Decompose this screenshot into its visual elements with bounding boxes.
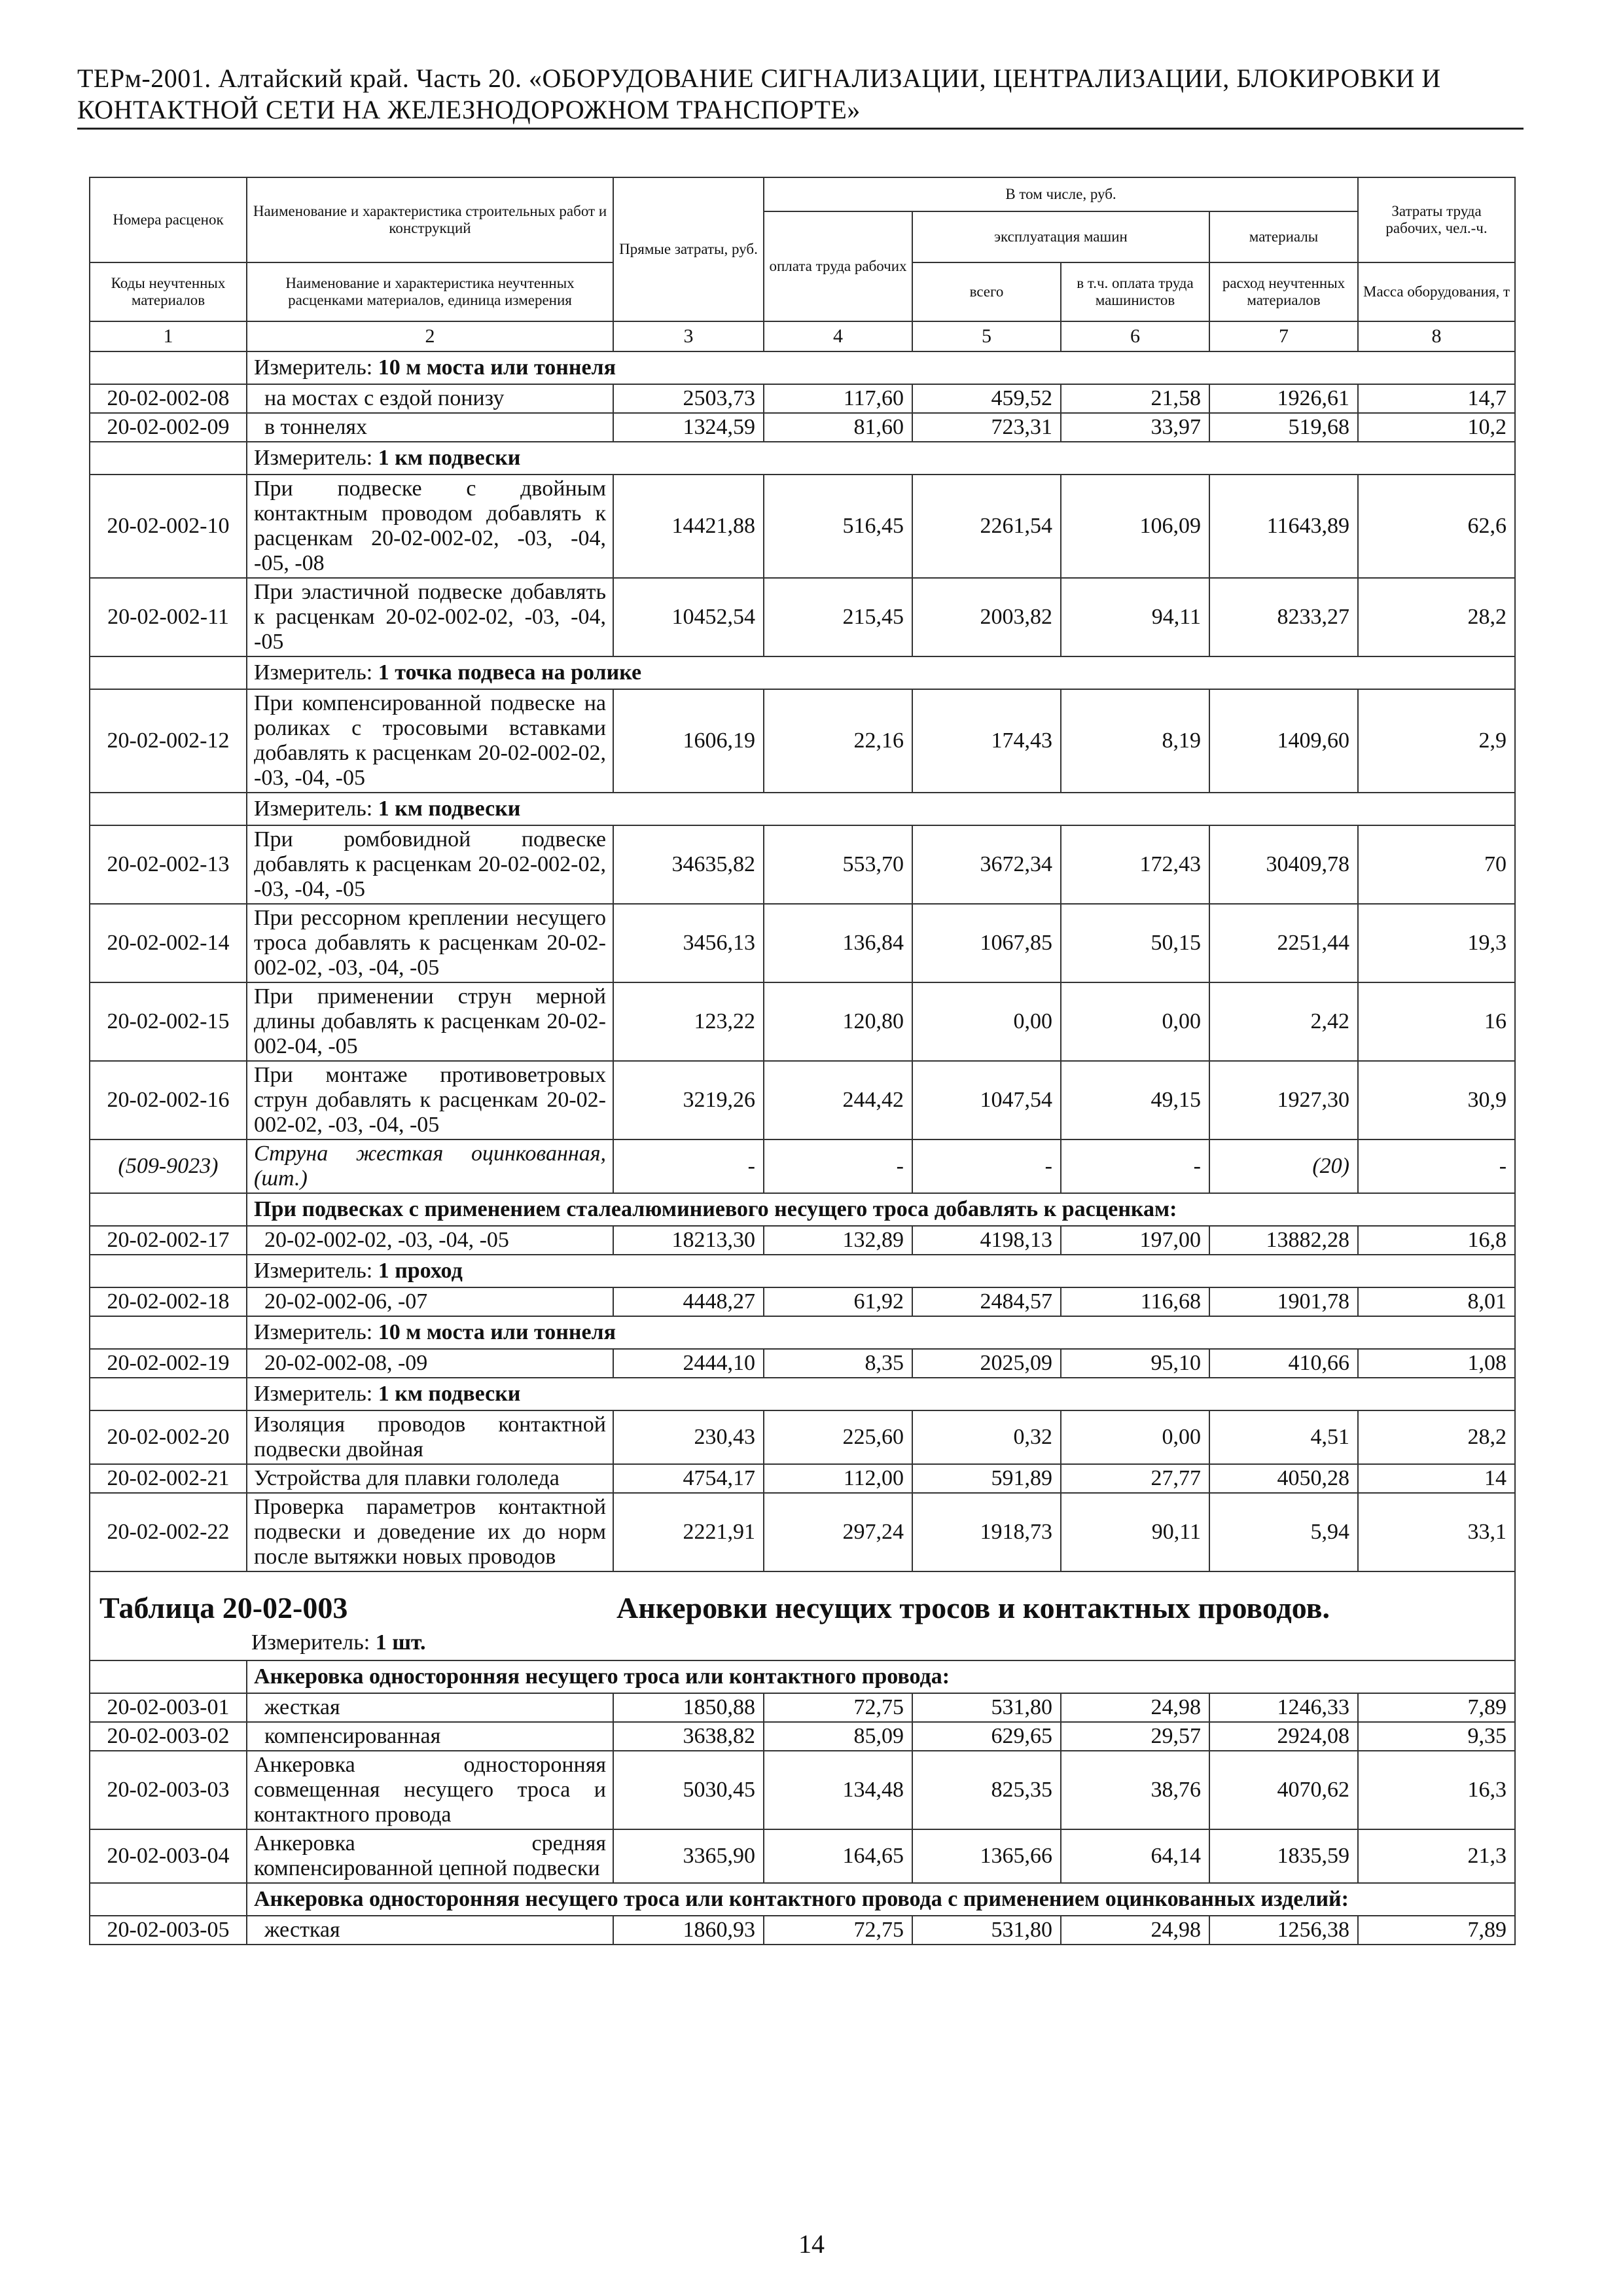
measure-cell: [247, 442, 1515, 475]
value-cell: 22,16: [764, 689, 912, 793]
measure-row: [90, 1255, 1515, 1287]
empty-code-cell: [90, 351, 247, 384]
empty-code-cell: [90, 656, 247, 689]
value-cell: 2503,73: [613, 384, 764, 413]
header-equipment-mass: Масса оборудования, т: [1358, 262, 1515, 321]
empty-code-cell: [90, 793, 247, 825]
value-cell: 8233,27: [1209, 578, 1358, 656]
value-cell: 62,6: [1358, 475, 1515, 578]
document-header: [77, 63, 1524, 126]
column-number: 3: [613, 321, 764, 351]
rate-name: При монтаже противоветровых струн добавлять к расценкам 20-02-002-02, -03, -04, -05: [247, 1061, 613, 1139]
table-row: [90, 1061, 1515, 1139]
rate-name: При эластичной подвеске добавлять к расценкам 20-02-002-02, -03, -04, -05: [247, 578, 613, 656]
table-row: [90, 1829, 1515, 1883]
value-cell: 4754,17: [613, 1464, 764, 1493]
value-cell: 10,2: [1358, 413, 1515, 442]
group-heading-row: [90, 1883, 1515, 1916]
value-cell: 2221,91: [613, 1493, 764, 1571]
table-row: [90, 1916, 1515, 1945]
material-row: [90, 1139, 1515, 1193]
value-cell: (20): [1209, 1139, 1358, 1193]
empty-code-cell: [90, 1660, 247, 1693]
rate-code: 20-02-002-15: [90, 982, 247, 1061]
header-code: Номера расценок: [90, 177, 247, 262]
table-name: Анкеровки несущих тросов и контактных проводов.: [616, 1591, 1330, 1624]
table-row: [90, 825, 1515, 904]
header-machines-total: всего: [912, 262, 1061, 321]
value-cell: 33,97: [1061, 413, 1209, 442]
table-row: [90, 1751, 1515, 1829]
value-cell: 5030,45: [613, 1751, 764, 1829]
column-number: 1: [90, 321, 247, 351]
table-row: [90, 1226, 1515, 1255]
price-table-body: [90, 177, 1515, 1945]
value-cell: -: [1061, 1139, 1209, 1193]
value-cell: 1918,73: [912, 1493, 1061, 1571]
value-cell: 7,89: [1358, 1693, 1515, 1722]
value-cell: 9,35: [1358, 1722, 1515, 1751]
table-row: [90, 578, 1515, 656]
measure-row: [90, 442, 1515, 475]
value-cell: 2025,09: [912, 1349, 1061, 1378]
value-cell: 3219,26: [613, 1061, 764, 1139]
value-cell: 29,57: [1061, 1722, 1209, 1751]
measure-label: Измеритель:: [254, 1259, 378, 1283]
value-cell: 825,35: [912, 1751, 1061, 1829]
value-cell: 30,9: [1358, 1061, 1515, 1139]
table-row: [90, 904, 1515, 982]
rate-code: 20-02-002-17: [90, 1226, 247, 1255]
header-line-2: КОНТАКТНОЙ СЕТИ НА ЖЕЛЕЗНОДОРОЖНОМ ТРАНСПОРТЕ»: [77, 95, 861, 124]
value-cell: 134,48: [764, 1751, 912, 1829]
header-name: Наименование и характеристика строительных работ и конструкций: [247, 177, 613, 262]
rate-name: Анкеровка средняя компенсированной цепной подвески: [247, 1829, 613, 1883]
measure-row: [90, 656, 1515, 689]
value-cell: 8,35: [764, 1349, 912, 1378]
measure-cell: [247, 351, 1515, 384]
value-cell: 90,11: [1061, 1493, 1209, 1571]
column-number: 7: [1209, 321, 1358, 351]
value-cell: 4448,27: [613, 1287, 764, 1316]
value-cell: 24,98: [1061, 1693, 1209, 1722]
value-cell: 1927,30: [1209, 1061, 1358, 1139]
value-cell: 1901,78: [1209, 1287, 1358, 1316]
header-line-1: ТЕРм-2001. Алтайский край. Часть 20. «ОБОРУДОВАНИЕ СИГНАЛИЗАЦИИ, ЦЕНТРАЛИЗАЦИИ, БЛОКИРОВКИ И: [77, 63, 1441, 93]
value-cell: 174,43: [912, 689, 1061, 793]
table-row: [90, 1464, 1515, 1493]
value-cell: 136,84: [764, 904, 912, 982]
value-cell: 28,2: [1358, 1410, 1515, 1464]
value-cell: 519,68: [1209, 413, 1358, 442]
measure-cell: [247, 1378, 1515, 1410]
measure-row: [90, 793, 1515, 825]
measure-value: 10 м моста или тоннеля: [378, 1320, 616, 1344]
material-code: (509-9023): [90, 1139, 247, 1193]
column-number: 2: [247, 321, 613, 351]
rate-code: 20-02-002-14: [90, 904, 247, 982]
rate-code: 20-02-002-22: [90, 1493, 247, 1571]
header-materials: материалы: [1209, 211, 1358, 262]
value-cell: 1850,88: [613, 1693, 764, 1722]
value-cell: 4,51: [1209, 1410, 1358, 1464]
header-unaccounted-materials: расход неучтенных материалов: [1209, 262, 1358, 321]
table-row: [90, 1693, 1515, 1722]
table-row: [90, 413, 1515, 442]
table-row: [90, 1410, 1515, 1464]
value-cell: 11643,89: [1209, 475, 1358, 578]
page-number: 14: [798, 2229, 825, 2259]
table-row: [90, 982, 1515, 1061]
value-cell: -: [613, 1139, 764, 1193]
value-cell: 2,9: [1358, 689, 1515, 793]
measure-cell: [247, 656, 1515, 689]
price-table: [89, 177, 1516, 1945]
value-cell: 95,10: [1061, 1349, 1209, 1378]
rate-name: При подвеске с двойным контактным проводом добавлять к расценкам 20-02-002-02, -03, -04, -05, -08: [247, 475, 613, 578]
value-cell: 21,58: [1061, 384, 1209, 413]
value-cell: 112,00: [764, 1464, 912, 1493]
measure-value: 1 км подвески: [378, 446, 521, 470]
value-cell: 85,09: [764, 1722, 912, 1751]
table-number: Таблица 20-02-003: [99, 1591, 348, 1624]
rate-name: 20-02-002-02, -03, -04, -05: [247, 1226, 613, 1255]
rate-code: 20-02-002-19: [90, 1349, 247, 1378]
rate-code: 20-02-002-09: [90, 413, 247, 442]
value-cell: 225,60: [764, 1410, 912, 1464]
value-cell: 24,98: [1061, 1916, 1209, 1945]
value-cell: 2251,44: [1209, 904, 1358, 982]
value-cell: 7,89: [1358, 1916, 1515, 1945]
rate-code: 20-02-003-05: [90, 1916, 247, 1945]
rate-code: 20-02-002-13: [90, 825, 247, 904]
value-cell: 27,77: [1061, 1464, 1209, 1493]
material-name: Струна жесткая оцинкованная, (шт.): [247, 1139, 613, 1193]
value-cell: -: [912, 1139, 1061, 1193]
value-cell: 3638,82: [613, 1722, 764, 1751]
table-row: [90, 1349, 1515, 1378]
rate-code: 20-02-003-04: [90, 1829, 247, 1883]
table-row: [90, 1493, 1515, 1571]
measure-value: 1 проход: [378, 1259, 463, 1283]
value-cell: 723,31: [912, 413, 1061, 442]
value-cell: 459,52: [912, 384, 1061, 413]
column-number: 6: [1061, 321, 1209, 351]
table-row: [90, 475, 1515, 578]
value-cell: 1860,93: [613, 1916, 764, 1945]
measure-value: 1 км подвески: [378, 797, 521, 821]
value-cell: 2,42: [1209, 982, 1358, 1061]
value-cell: 19,3: [1358, 904, 1515, 982]
value-cell: 591,89: [912, 1464, 1061, 1493]
value-cell: 120,80: [764, 982, 912, 1061]
value-cell: 2003,82: [912, 578, 1061, 656]
value-cell: 4198,13: [912, 1226, 1061, 1255]
value-cell: 230,43: [613, 1410, 764, 1464]
column-number: 5: [912, 321, 1061, 351]
measure-value: 10 м моста или тоннеля: [378, 355, 616, 380]
measure-label: Измеритель:: [254, 446, 378, 470]
header-direct-costs: Прямые затраты, руб.: [613, 177, 764, 321]
empty-code-cell: [90, 1316, 247, 1349]
value-cell: 3365,90: [613, 1829, 764, 1883]
measure-row: [90, 1316, 1515, 1349]
value-cell: 1047,54: [912, 1061, 1061, 1139]
group-heading-row: [90, 1193, 1515, 1226]
value-cell: 116,68: [1061, 1287, 1209, 1316]
empty-code-cell: [90, 1255, 247, 1287]
value-cell: 4070,62: [1209, 1751, 1358, 1829]
value-cell: 49,15: [1061, 1061, 1209, 1139]
group-heading: Анкеровка односторонняя несущего троса или контактного провода:: [247, 1660, 1515, 1693]
rate-name: 20-02-002-06, -07: [247, 1287, 613, 1316]
value-cell: 13882,28: [1209, 1226, 1358, 1255]
value-cell: 0,00: [912, 982, 1061, 1061]
value-cell: 14: [1358, 1464, 1515, 1493]
value-cell: 34635,82: [613, 825, 764, 904]
table-row: [90, 689, 1515, 793]
value-cell: 410,66: [1209, 1349, 1358, 1378]
rate-name: Устройства для плавки гололеда: [247, 1464, 613, 1493]
measure-label: Измеритель:: [254, 797, 378, 821]
table-title-cell: [90, 1571, 1515, 1660]
value-cell: 123,22: [613, 982, 764, 1061]
rate-name: При применении струн мерной длины добавлять к расценкам 20-02-002-04, -05: [247, 982, 613, 1061]
value-cell: 18213,30: [613, 1226, 764, 1255]
value-cell: 21,3: [1358, 1829, 1515, 1883]
table-title-row: [90, 1571, 1515, 1660]
empty-code-cell: [90, 1378, 247, 1410]
measure-cell: [247, 1316, 1515, 1349]
table-row: [90, 1287, 1515, 1316]
rate-name: Проверка параметров контактной подвески и доведение их до норм после вытяжки новых проводов: [247, 1493, 613, 1571]
value-cell: 72,75: [764, 1693, 912, 1722]
measure-row: [90, 351, 1515, 384]
group-heading: Анкеровка односторонняя несущего троса или контактного провода с применением оцинкованных изделий:: [247, 1883, 1515, 1916]
value-cell: 5,94: [1209, 1493, 1358, 1571]
measure-cell: [247, 1255, 1515, 1287]
header-wages: оплата труда рабочих: [764, 211, 912, 321]
value-cell: 132,89: [764, 1226, 912, 1255]
measure-value: 1 шт.: [375, 1630, 426, 1655]
header-material-name: Наименование и характеристика неучтенных расценками материалов, единица измерения: [247, 262, 613, 321]
rate-code: 20-02-002-16: [90, 1061, 247, 1139]
rate-code: 20-02-002-12: [90, 689, 247, 793]
value-cell: 8,01: [1358, 1287, 1515, 1316]
rate-name: Изоляция проводов контактной подвески двойная: [247, 1410, 613, 1464]
column-number: 4: [764, 321, 912, 351]
value-cell: 1606,19: [613, 689, 764, 793]
value-cell: 16,8: [1358, 1226, 1515, 1255]
column-number: 8: [1358, 321, 1515, 351]
value-cell: 81,60: [764, 413, 912, 442]
value-cell: 553,70: [764, 825, 912, 904]
value-cell: 2261,54: [912, 475, 1061, 578]
value-cell: 4050,28: [1209, 1464, 1358, 1493]
header-machines: эксплуатация машин: [912, 211, 1209, 262]
measure-label: Измеритель:: [254, 1382, 378, 1406]
measure-value: 1 км подвески: [378, 1382, 521, 1406]
value-cell: 50,15: [1061, 904, 1209, 982]
value-cell: 3456,13: [613, 904, 764, 982]
value-cell: 38,76: [1061, 1751, 1209, 1829]
value-cell: 0,32: [912, 1410, 1061, 1464]
rate-code: 20-02-002-20: [90, 1410, 247, 1464]
value-cell: 531,80: [912, 1916, 1061, 1945]
rate-name: компенсированная: [247, 1722, 613, 1751]
header-driver-wages: в т.ч. оплата труда машинистов: [1061, 262, 1209, 321]
header-labor: Затраты труда рабочих, чел.-ч.: [1358, 177, 1515, 262]
measure-label: Измеритель:: [254, 660, 378, 685]
rate-code: 20-02-002-11: [90, 578, 247, 656]
value-cell: 10452,54: [613, 578, 764, 656]
table-row: [90, 1722, 1515, 1751]
rate-code: 20-02-002-21: [90, 1464, 247, 1493]
header-rule: [77, 128, 1524, 130]
value-cell: 94,11: [1061, 578, 1209, 656]
value-cell: 172,43: [1061, 825, 1209, 904]
value-cell: 16,3: [1358, 1751, 1515, 1829]
rate-name: При рессорном креплении несущего троса добавлять к расценкам 20-02-002-02, -03, -04, -05: [247, 904, 613, 982]
group-heading: При подвесках с применением сталеалюминиевого несущего троса добавлять к расценкам:: [247, 1193, 1515, 1226]
value-cell: 72,75: [764, 1916, 912, 1945]
value-cell: 1067,85: [912, 904, 1061, 982]
value-cell: 1,08: [1358, 1349, 1515, 1378]
rate-code: 20-02-002-10: [90, 475, 247, 578]
rate-name: Анкеровка односторонняя совмещенная несущего троса и контактного провода: [247, 1751, 613, 1829]
table-measure: [99, 1630, 1505, 1656]
empty-code-cell: [90, 1883, 247, 1916]
value-cell: 2444,10: [613, 1349, 764, 1378]
value-cell: 215,45: [764, 578, 912, 656]
rate-name: жесткая: [247, 1693, 613, 1722]
value-cell: 28,2: [1358, 578, 1515, 656]
measure-value: 1 точка подвеса на ролике: [378, 660, 642, 685]
value-cell: 1409,60: [1209, 689, 1358, 793]
measure-cell: [247, 793, 1515, 825]
rate-code: 20-02-002-08: [90, 384, 247, 413]
empty-code-cell: [90, 442, 247, 475]
table-row: [90, 384, 1515, 413]
value-cell: 1246,33: [1209, 1693, 1358, 1722]
measure-label: Измеритель:: [254, 1320, 378, 1344]
value-cell: 1324,59: [613, 413, 764, 442]
value-cell: 33,1: [1358, 1493, 1515, 1571]
value-cell: 14,7: [1358, 384, 1515, 413]
rate-code: 20-02-003-03: [90, 1751, 247, 1829]
value-cell: 0,00: [1061, 1410, 1209, 1464]
value-cell: 8,19: [1061, 689, 1209, 793]
header-including: В том числе, руб.: [764, 177, 1358, 211]
value-cell: 629,65: [912, 1722, 1061, 1751]
measure-label: Измеритель:: [251, 1630, 376, 1655]
rate-code: 20-02-003-02: [90, 1722, 247, 1751]
value-cell: 516,45: [764, 475, 912, 578]
value-cell: 2484,57: [912, 1287, 1061, 1316]
value-cell: 117,60: [764, 384, 912, 413]
value-cell: 0,00: [1061, 982, 1209, 1061]
header-material-code: Коды неучтенных материалов: [90, 262, 247, 321]
value-cell: 106,09: [1061, 475, 1209, 578]
value-cell: 1835,59: [1209, 1829, 1358, 1883]
value-cell: 197,00: [1061, 1226, 1209, 1255]
rate-name: При компенсированной подвеске на роликах с тросовыми вставками добавлять к расценкам 20-02-002-02, -03, -04, -05: [247, 689, 613, 793]
value-cell: 61,92: [764, 1287, 912, 1316]
value-cell: -: [764, 1139, 912, 1193]
value-cell: 16: [1358, 982, 1515, 1061]
value-cell: 64,14: [1061, 1829, 1209, 1883]
value-cell: 70: [1358, 825, 1515, 904]
value-cell: 3672,34: [912, 825, 1061, 904]
value-cell: 164,65: [764, 1829, 912, 1883]
value-cell: 30409,78: [1209, 825, 1358, 904]
table-title: [99, 1590, 1505, 1626]
rate-code: 20-02-003-01: [90, 1693, 247, 1722]
value-cell: 2924,08: [1209, 1722, 1358, 1751]
rate-code: 20-02-002-18: [90, 1287, 247, 1316]
column-numbers-row: [90, 321, 1515, 351]
value-cell: 297,24: [764, 1493, 912, 1571]
empty-code-cell: [90, 1193, 247, 1226]
rate-name: жесткая: [247, 1916, 613, 1945]
group-heading-row: [90, 1660, 1515, 1693]
rate-name: на мостах с ездой понизу: [247, 384, 613, 413]
measure-label: Измеритель:: [254, 355, 378, 380]
rate-name: в тоннелях: [247, 413, 613, 442]
value-cell: 1926,61: [1209, 384, 1358, 413]
value-cell: 14421,88: [613, 475, 764, 578]
rate-name: При ромбовидной подвеске добавлять к расценкам 20-02-002-02, -03, -04, -05: [247, 825, 613, 904]
value-cell: 1365,66: [912, 1829, 1061, 1883]
rate-name: 20-02-002-08, -09: [247, 1349, 613, 1378]
value-cell: 244,42: [764, 1061, 912, 1139]
value-cell: 531,80: [912, 1693, 1061, 1722]
measure-row: [90, 1378, 1515, 1410]
value-cell: 1256,38: [1209, 1916, 1358, 1945]
value-cell: -: [1358, 1139, 1515, 1193]
